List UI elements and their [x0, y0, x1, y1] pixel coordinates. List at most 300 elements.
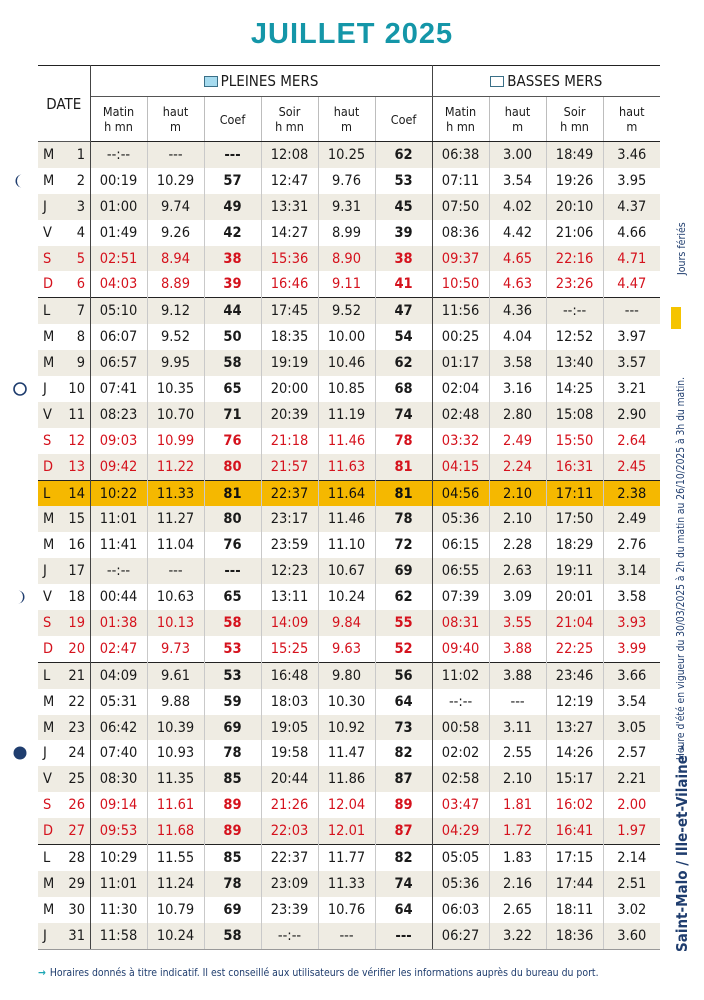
tide-cell: 9.52: [147, 324, 204, 350]
coef-cell: 50: [204, 324, 261, 350]
tide-cell: 9.31: [318, 194, 375, 220]
tide-cell: 10:29: [90, 845, 147, 871]
coef-cell: 53: [204, 662, 261, 688]
table-row: [38, 610, 660, 636]
tide-cell: 17:15: [546, 845, 603, 871]
date-cell: [38, 480, 90, 506]
tide-cell: 11:41: [99, 537, 138, 554]
tide-cell: 22:37: [261, 845, 318, 871]
tide-cell: 9.95: [147, 350, 204, 376]
tide-cell: 00:25: [432, 324, 489, 350]
tide-cell: 4.02: [489, 194, 546, 220]
tide-cell: 10:22: [90, 480, 147, 506]
tide-cell: 05:05: [432, 845, 489, 871]
table-row: [38, 558, 660, 584]
coef-cell: 80: [204, 454, 261, 480]
tide-cell: 11.27: [147, 506, 204, 532]
tide-cell: 2.10: [489, 506, 546, 532]
basses-mers-header: [432, 66, 660, 97]
weekday-letter: D: [43, 823, 54, 840]
footer-text: Horaires donnés à titre indicatif. Il est conseillé aux utilisateurs de vérifier les informations auprès du bureau du port.: [49, 967, 599, 979]
date-cell: [38, 220, 90, 246]
date-cell: [38, 662, 90, 688]
tide-cell: 00:19: [99, 172, 138, 189]
day-number: 21: [68, 667, 85, 684]
date-cell: [38, 271, 90, 297]
tide-cell: 20:44: [261, 766, 318, 792]
day-number: 4: [76, 224, 85, 241]
date-cell: [38, 689, 90, 715]
tide-cell: 3.54: [489, 168, 546, 194]
coef-cell: 78: [375, 506, 432, 532]
tide-cell: 22:03: [261, 818, 318, 844]
tide-cell: 12:08: [261, 142, 318, 168]
coef-cell: 39: [204, 271, 261, 297]
tide-cell: --:--: [90, 142, 147, 168]
tide-cell: 13:27: [546, 715, 603, 741]
table-row: [38, 220, 660, 246]
tide-cell: 8.94: [147, 246, 204, 272]
coef-cell: 73: [375, 715, 432, 741]
coef-cell: 82: [375, 740, 432, 766]
tide-cell: ---: [603, 298, 660, 324]
tide-cell: 17:50: [546, 506, 603, 532]
tide-cell: 11.33: [147, 480, 204, 506]
tide-cell: ---: [318, 923, 375, 949]
table-row: [38, 402, 660, 428]
date-cell: [38, 740, 90, 766]
table-row: [38, 845, 660, 871]
tide-cell: 16:48: [261, 662, 318, 688]
low-tide-icon: [490, 76, 504, 87]
coef-cell: 59: [204, 689, 261, 715]
coef-cell: 87: [375, 766, 432, 792]
date-cell: [38, 506, 90, 532]
tide-cell: 18:49: [546, 142, 603, 168]
tide-cell: 9.61: [147, 662, 204, 688]
tide-cell: 2.45: [603, 454, 660, 480]
tide-cell: 4.36: [489, 298, 546, 324]
tide-cell: 00:44: [99, 589, 138, 606]
tide-cell: 3.11: [489, 715, 546, 741]
tide-cell: 12:47: [261, 168, 318, 194]
tide-cell: 01:17: [432, 350, 489, 376]
tide-cell: 22:16: [546, 246, 603, 272]
day-number: 31: [68, 927, 85, 944]
tide-cell: 3.54: [603, 689, 660, 715]
tide-cell: 15:17: [546, 766, 603, 792]
tide-cell: 11:56: [432, 298, 489, 324]
tide-cell: 12.04: [318, 792, 375, 818]
tide-cell: 11.33: [318, 871, 375, 897]
tide-cell: 05:31: [99, 693, 138, 710]
tide-cell: 06:15: [432, 532, 489, 558]
tide-cell: 2.10: [489, 766, 546, 792]
table-row: [38, 792, 660, 818]
weekday-letter: J: [43, 380, 47, 397]
coef-cell: 42: [204, 220, 261, 246]
tide-cell: 17:45: [261, 298, 318, 324]
coef-cell: 85: [204, 845, 261, 871]
tide-cell: 18:11: [546, 897, 603, 923]
weekday-letter: L: [43, 667, 51, 684]
weekday-letter: M: [43, 693, 55, 710]
pleines-mers-label: PLEINES MERS: [220, 72, 319, 90]
column-header: Soir h mn: [261, 97, 318, 142]
tide-cell: 04:03: [99, 276, 138, 293]
tide-cell: 8.90: [318, 246, 375, 272]
day-number: 16: [68, 537, 85, 554]
tide-cell: 05:36: [432, 506, 489, 532]
weekday-letter: L: [43, 303, 51, 320]
coef-cell: 78: [204, 871, 261, 897]
date-cell: [38, 636, 90, 662]
coef-cell: 68: [375, 376, 432, 402]
tide-cell: 06:42: [90, 715, 147, 741]
tide-cell: 11:58: [90, 923, 147, 949]
tide-cell: ---: [147, 142, 204, 168]
tide-cell: 02:58: [432, 766, 489, 792]
tide-cell: --:--: [261, 923, 318, 949]
tide-cell: 3.66: [603, 662, 660, 688]
day-number: 7: [76, 303, 85, 320]
tide-cell: 04:29: [432, 818, 489, 844]
coef-cell: 58: [204, 350, 261, 376]
tide-cell: 12:19: [546, 689, 603, 715]
tide-cell: 3.14: [603, 558, 660, 584]
weekday-letter: V: [43, 589, 52, 606]
tide-cell: 19:19: [261, 350, 318, 376]
tide-cell: 2.65: [489, 897, 546, 923]
column-header: Matin h mn: [432, 97, 489, 142]
table-row: [38, 142, 660, 168]
tide-cell: 21:57: [261, 454, 318, 480]
tide-cell: 4.37: [603, 194, 660, 220]
tide-cell: 06:27: [432, 923, 489, 949]
tide-cell: 2.28: [489, 532, 546, 558]
tide-cell: 9.88: [147, 689, 204, 715]
tide-cell: 2.38: [603, 480, 660, 506]
tide-cell: 17:44: [546, 871, 603, 897]
table-row: [38, 246, 660, 272]
tide-cell: 11.19: [318, 402, 375, 428]
tide-cell: 07:40: [99, 745, 138, 762]
tide-cell: 05:10: [90, 298, 147, 324]
holiday-legend-swatch: [671, 307, 681, 329]
coef-cell: 58: [204, 610, 261, 636]
tide-cell: 10.13: [147, 610, 204, 636]
tide-cell: 19:05: [261, 715, 318, 741]
tide-cell: 8.89: [147, 271, 204, 297]
tide-cell: 23:39: [261, 897, 318, 923]
tide-cell: 3.60: [603, 923, 660, 949]
tide-cell: 10.39: [147, 715, 204, 741]
pleines-mers-header: [90, 66, 432, 97]
tide-cell: 2.57: [603, 740, 660, 766]
tide-cell: 2.76: [603, 532, 660, 558]
coef-cell: 62: [375, 142, 432, 168]
day-number: 9: [76, 355, 85, 372]
tide-cell: 23:09: [261, 871, 318, 897]
tide-cell: 4.42: [489, 220, 546, 246]
tide-cell: 02:51: [90, 246, 147, 272]
tide-cell: 13:31: [261, 194, 318, 220]
day-number: 28: [68, 849, 85, 866]
tide-cell: 11:02: [432, 662, 489, 688]
tide-cell: 09:42: [90, 454, 147, 480]
tide-cell: 07:39: [432, 584, 489, 610]
tide-cell: 2.49: [489, 428, 546, 454]
high-tide-icon: [204, 76, 218, 87]
day-number: 14: [68, 485, 85, 502]
coef-cell: ---: [204, 558, 261, 584]
tide-cell: 4.65: [489, 246, 546, 272]
tide-cell: 06:55: [432, 558, 489, 584]
tide-cell: 18:35: [261, 324, 318, 350]
weekday-letter: M: [43, 172, 55, 189]
tide-cell: 08:36: [432, 220, 489, 246]
table-row: [38, 871, 660, 897]
coef-cell: 69: [204, 715, 261, 741]
coef-cell: 89: [204, 818, 261, 844]
date-cell: [38, 792, 90, 818]
day-number: 18: [68, 589, 85, 606]
tide-cell: 12:23: [261, 558, 318, 584]
coef-cell: 62: [375, 584, 432, 610]
tide-cell: 9.73: [147, 636, 204, 662]
coef-cell: 41: [375, 271, 432, 297]
weekday-letter: D: [43, 276, 54, 293]
tide-cell: 23:46: [546, 662, 603, 688]
coef-cell: 82: [375, 845, 432, 871]
tide-cell: 1.81: [489, 792, 546, 818]
tide-cell: 3.58: [603, 584, 660, 610]
day-number: 11: [68, 406, 85, 423]
coef-cell: ---: [204, 142, 261, 168]
tide-cell: 3.00: [489, 142, 546, 168]
table-row: [38, 662, 660, 688]
coef-cell: 56: [375, 662, 432, 688]
date-cell: [38, 194, 90, 220]
tide-cell: 9.76: [318, 168, 375, 194]
weekday-letter: J: [43, 563, 47, 580]
weekday-letter: M: [43, 329, 55, 346]
tide-cell: 10.79: [147, 897, 204, 923]
tide-cell: 2.51: [603, 871, 660, 897]
tide-cell: 3.93: [603, 610, 660, 636]
tide-cell: --:--: [90, 558, 147, 584]
table-row: [38, 298, 660, 324]
tide-cell: 2.21: [603, 766, 660, 792]
weekday-letter: M: [43, 146, 55, 163]
place-label: Saint-Malo / Ille-et-Vilaine -: [673, 744, 691, 952]
table-row: [38, 454, 660, 480]
tide-cell: 11.22: [147, 454, 204, 480]
coef-cell: 81: [375, 454, 432, 480]
tide-cell: 2.90: [603, 402, 660, 428]
coef-cell: 64: [375, 897, 432, 923]
weekday-letter: S: [43, 797, 52, 814]
tide-cell: 04:09: [90, 662, 147, 688]
table-row: [38, 740, 660, 766]
tide-cell: 10.46: [318, 350, 375, 376]
column-header: Soir h mn: [546, 97, 603, 142]
tide-cell: 11.46: [318, 428, 375, 454]
date-cell: [38, 246, 90, 272]
tide-cell: 10.24: [318, 584, 375, 610]
date-cell: [38, 558, 90, 584]
tide-cell: 16:46: [261, 271, 318, 297]
tide-cell: 11.04: [147, 532, 204, 558]
day-number: 22: [68, 693, 85, 710]
date-cell: [38, 168, 90, 194]
weekday-letter: S: [43, 250, 52, 267]
tide-cell: 2.14: [603, 845, 660, 871]
tide-cell: 23:26: [546, 271, 603, 297]
tide-cell: 2.80: [489, 402, 546, 428]
tide-cell: 3.99: [603, 636, 660, 662]
coef-cell: 64: [375, 689, 432, 715]
weekday-letter: M: [43, 511, 55, 528]
tide-cell: 08:23: [90, 402, 147, 428]
coef-cell: 53: [375, 168, 432, 194]
coef-cell: 74: [375, 871, 432, 897]
tide-cell: 3.95: [603, 168, 660, 194]
day-number: 8: [76, 329, 85, 346]
coef-cell: 89: [375, 792, 432, 818]
day-number: 17: [68, 563, 85, 580]
coef-cell: 65: [204, 376, 261, 402]
tide-cell: 18:36: [546, 923, 603, 949]
date-cell: [38, 454, 90, 480]
tide-cell: 20:01: [546, 584, 603, 610]
tide-cell: 10.00: [318, 324, 375, 350]
tide-table: [38, 65, 660, 950]
tide-cell: 10.93: [147, 740, 204, 766]
weekday-letter: M: [43, 537, 55, 554]
tide-cell: 04:56: [432, 480, 489, 506]
full-moon-icon: [12, 381, 28, 397]
tide-cell: ---: [489, 689, 546, 715]
tide-cell: 01:00: [90, 194, 147, 220]
weekday-letter: L: [43, 485, 51, 502]
tide-cell: 11:01: [90, 871, 147, 897]
table-row: [38, 636, 660, 662]
coef-cell: 38: [375, 246, 432, 272]
tide-cell: 9.11: [318, 271, 375, 297]
weekday-letter: M: [43, 719, 55, 736]
tide-cell: 15:36: [261, 246, 318, 272]
tide-cell: 02:04: [432, 376, 489, 402]
day-number: 12: [68, 432, 85, 449]
tide-cell: 10.99: [147, 428, 204, 454]
tide-cell: 3.46: [603, 142, 660, 168]
tide-cell: 14:26: [546, 740, 603, 766]
tide-cell: 4.71: [603, 246, 660, 272]
table-row: [38, 766, 660, 792]
tide-cell: 1.83: [489, 845, 546, 871]
tide-cell: 3.09: [489, 584, 546, 610]
tide-cell: 2.16: [489, 871, 546, 897]
day-number: 27: [68, 823, 85, 840]
tide-cell: 18:29: [546, 532, 603, 558]
tide-cell: 08:30: [90, 766, 147, 792]
day-number: 20: [68, 640, 85, 657]
tide-cell: 9.12: [147, 298, 204, 324]
coef-cell: 78: [375, 428, 432, 454]
column-header: haut m: [489, 97, 546, 142]
day-number: 23: [68, 719, 85, 736]
date-cell: [38, 845, 90, 871]
day-number: 19: [68, 614, 85, 631]
table-row: [38, 428, 660, 454]
tide-cell: ---: [147, 558, 204, 584]
tide-cell: 05:36: [432, 871, 489, 897]
tide-cell: 00:58: [432, 715, 489, 741]
tide-cell: 2.24: [489, 454, 546, 480]
tide-cell: 11.47: [318, 740, 375, 766]
date-cell: [38, 715, 90, 741]
tide-cell: 02:02: [432, 740, 489, 766]
tide-cell: 07:11: [432, 168, 489, 194]
tide-cell: 07:41: [99, 380, 138, 397]
coef-cell: 80: [204, 506, 261, 532]
tide-cell: 17:11: [546, 480, 603, 506]
tide-cell: 11.10: [318, 532, 375, 558]
tide-cell: 10.70: [147, 402, 204, 428]
basses-mers-label: BASSES MERS: [507, 72, 603, 90]
tide-cell: 03:32: [432, 428, 489, 454]
weekday-letter: J: [43, 198, 47, 215]
tide-cell: 9.74: [147, 194, 204, 220]
tide-cell: 3.02: [603, 897, 660, 923]
day-number: 5: [76, 250, 85, 267]
tide-cell: 15:08: [546, 402, 603, 428]
tide-cell: 4.04: [489, 324, 546, 350]
tide-cell: 14:09: [261, 610, 318, 636]
date-cell: [38, 402, 90, 428]
day-number: 15: [68, 511, 85, 528]
coef-cell: 38: [204, 246, 261, 272]
tide-cell: --:--: [546, 298, 603, 324]
table-row: [38, 376, 660, 402]
coef-cell: 49: [204, 194, 261, 220]
tide-cell: 04:15: [432, 454, 489, 480]
tide-cell: 20:39: [261, 402, 318, 428]
tide-cell: 20:00: [261, 376, 318, 402]
tide-cell: 23:17: [261, 506, 318, 532]
tide-cell: 15:50: [546, 428, 603, 454]
tide-cell: 02:48: [432, 402, 489, 428]
tide-cell: 07:50: [432, 194, 489, 220]
table-row: [38, 350, 660, 376]
holiday-legend-label: Jours fériés: [676, 222, 688, 275]
coef-cell: 81: [204, 480, 261, 506]
coef-cell: 81: [375, 480, 432, 506]
tide-cell: 11.24: [147, 871, 204, 897]
date-cell: [38, 818, 90, 844]
tide-cell: 4.47: [603, 271, 660, 297]
coef-cell: 71: [204, 402, 261, 428]
tide-cell: 10.24: [147, 923, 204, 949]
tide-cell: 01:49: [99, 224, 138, 241]
summer-time-note: Heure d'été en vigueur du 30/03/2025 à 2h du matin au 26/10/2025 à 3h du matin.: [676, 376, 687, 760]
date-cell: [38, 897, 90, 923]
tide-cell: 09:40: [432, 636, 489, 662]
day-number: 6: [76, 276, 85, 293]
tide-cell: 3.55: [489, 610, 546, 636]
coef-cell: 87: [375, 818, 432, 844]
